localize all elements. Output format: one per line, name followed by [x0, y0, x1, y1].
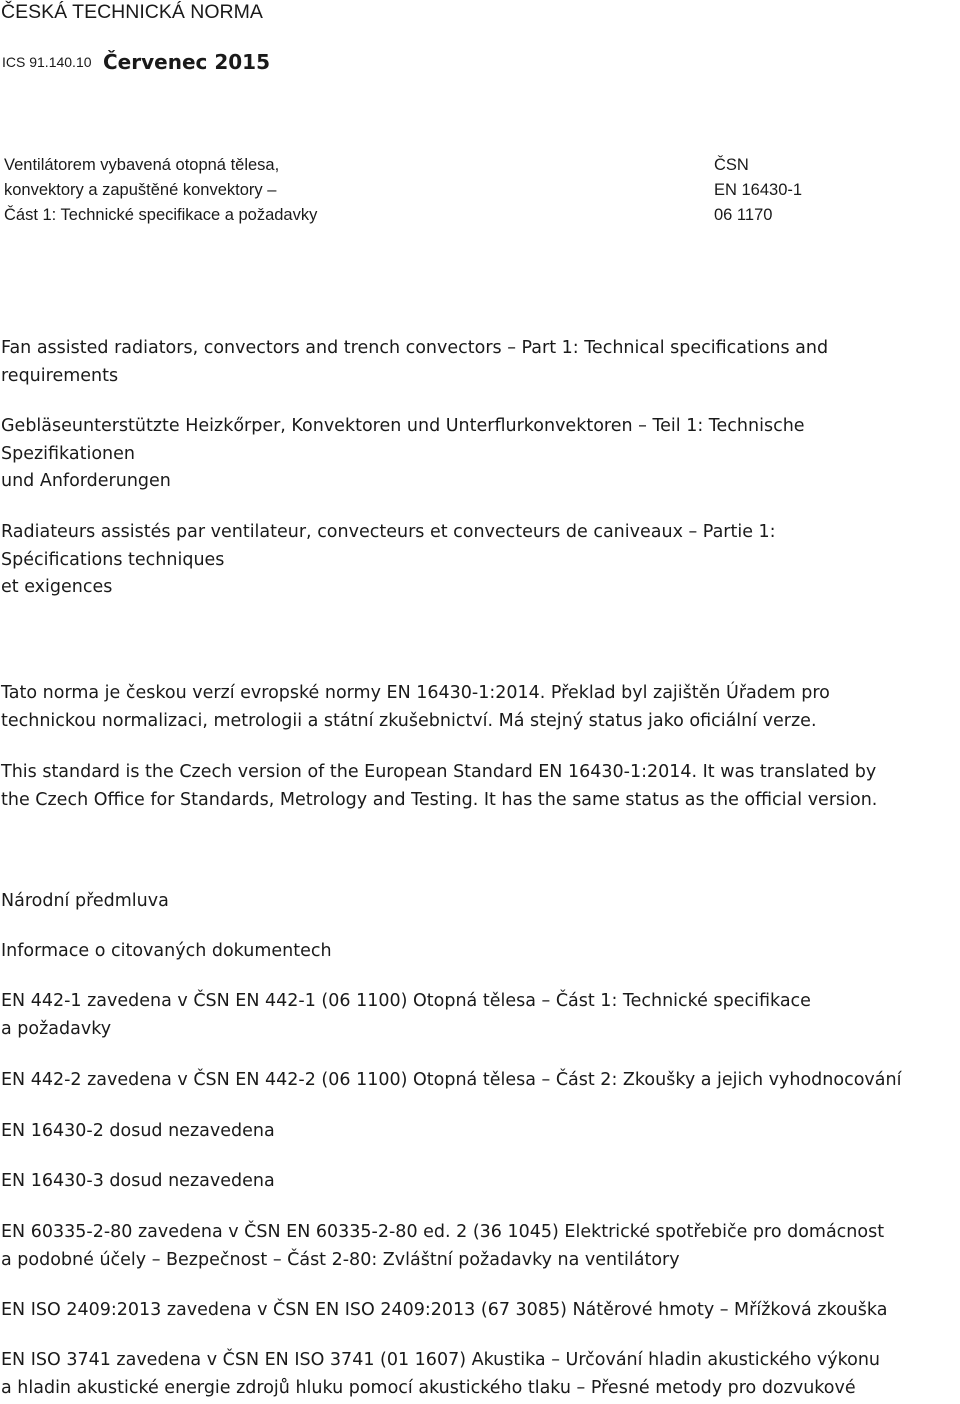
czech-title — [4, 153, 317, 228]
reference-line: EN ISO 2409:2013 zavedena v ČSN EN ISO 2409:2013 (67 3085) Nátěrové hmoty – Mřížková zkouška — [1, 1300, 888, 1320]
german-title-line: Spezifikationen — [1, 443, 135, 464]
statement-line: Tato norma je českou verzí evropské normy EN 16430-1:2014. Překlad byl zajištěn Úřadem pro — [1, 683, 830, 703]
statement-line: the Czech Office for Standards, Metrology and Testing. It has the same status as the official version. — [1, 789, 878, 810]
reference-item — [1, 1347, 880, 1402]
czech-statement — [1, 680, 830, 735]
english-statement — [1, 759, 877, 814]
reference-item — [1, 988, 811, 1043]
reference-line: a podobné účely – Bezpečnost – Část 2-80: Zvláštní požadavky na ventilátory — [1, 1249, 680, 1270]
norm-title: ČESKÁ TECHNICKÁ NORMA — [1, 1, 263, 23]
french-title-line: et exigences — [1, 577, 113, 597]
cited-documents-heading: Informace o citovaných dokumentech — [1, 941, 332, 961]
czech-title-line: konvektory a zapuštěné konvektory – — [4, 181, 277, 199]
reference-line: a požadavky — [1, 1018, 112, 1039]
english-title — [1, 335, 828, 390]
czech-title-line: Ventilátorem vybavená otopná tělesa, — [4, 156, 280, 174]
czech-title-line: Část 1: Technické specifikace a požadavky — [4, 206, 318, 224]
reference-line: EN 442-2 zavedena v ČSN EN 442-2 (06 1100) Otopná tělesa – Část 2: Zkoušky a jejich vyhodnocování — [1, 1070, 902, 1090]
en-number: EN 16430-1 — [714, 181, 803, 199]
ics-code: ICS 91.140.10 — [2, 54, 92, 70]
french-title-line: Spécifications techniques — [1, 549, 225, 570]
reference-line: a hladin akustické energie zdrojů hluku pomocí akustického tlaku – Přesné metody pro dozvukové — [1, 1377, 856, 1398]
csn-label: ČSN — [714, 156, 749, 174]
reference-line: EN 60335-2-80 zavedena v ČSN EN 60335-2-80 ed. 2 (36 1045) Elektrické spotřebiče pro domácnost — [1, 1222, 885, 1242]
reference-line: EN 16430-2 dosud nezavedena — [1, 1121, 275, 1141]
reference-line: EN ISO 3741 zavedena v ČSN EN ISO 3741 (01 1607) Akustika – Určování hladin akustického výkonu — [1, 1350, 880, 1370]
reference-item — [1, 1219, 884, 1274]
class-number: 06 1170 — [714, 206, 773, 224]
reference-line: EN 16430-3 dosud nezavedena — [1, 1171, 275, 1191]
reference-item — [1, 1168, 275, 1196]
standard-codes — [714, 153, 802, 228]
german-title-line: und Anforderungen — [1, 471, 171, 491]
english-title-line: requirements — [1, 365, 119, 386]
german-title — [1, 413, 805, 496]
french-title-line: Radiateurs assistés par ventilateur, convecteurs et convecteurs de caniveaux – Partie 1: — [1, 522, 776, 542]
statement-line: technickou normalizaci, metrologii a státní zkušebnictví. Má stejný status jako oficiální verze. — [1, 710, 817, 731]
french-title — [1, 519, 776, 602]
publication-date: Červenec 2015 — [103, 50, 270, 74]
reference-item — [1, 1118, 275, 1146]
statement-line: This standard is the Czech version of the European Standard EN 16430-1:2014. It was translated by — [1, 762, 877, 782]
english-title-line: Fan assisted radiators, convectors and trench convectors – Part 1: Technical specifications and — [1, 338, 829, 358]
foreword-heading: Národní předmluva — [1, 891, 169, 911]
reference-line: EN 442-1 zavedena v ČSN EN 442-1 (06 1100) Otopná tělesa – Část 1: Technické specifikace — [1, 991, 811, 1011]
reference-item — [1, 1297, 887, 1325]
german-title-line: Gebläseunterstützte Heizkőrper, Konvektoren und Unterflurkonvektoren – Teil 1: Technische — [1, 416, 805, 436]
reference-item — [1, 1067, 901, 1095]
